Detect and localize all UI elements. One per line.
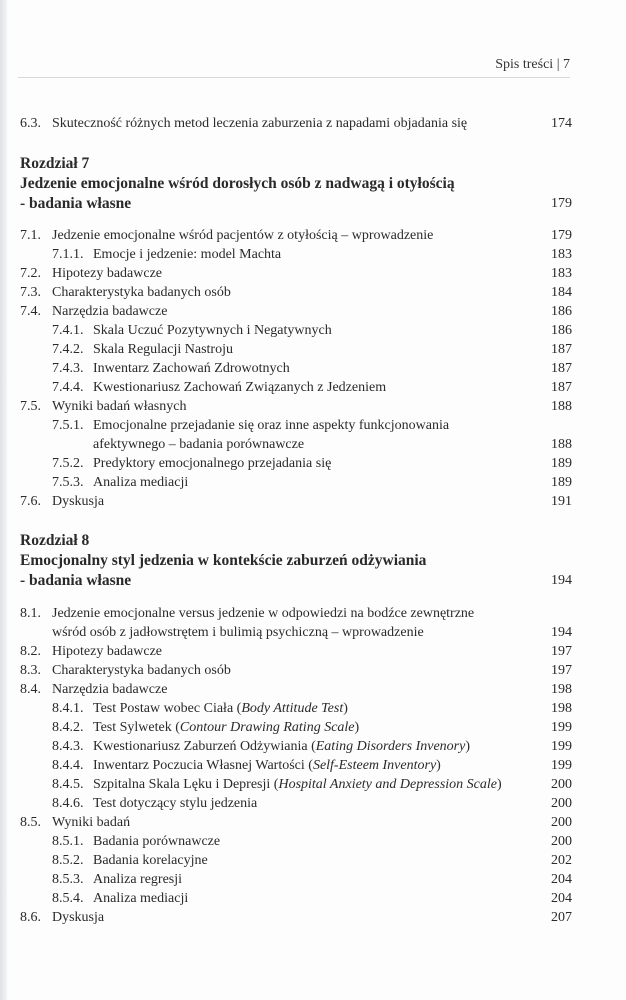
toc-entry-page: 187 [551,361,572,376]
chapter-title-cont[interactable]: - badania własne [20,572,132,589]
toc-entry-title: Wyniki badań [52,815,131,830]
chapter-title-cont[interactable]: - badania własne [20,195,132,212]
toc-entry[interactable] [0,889,626,908]
toc-entry-number: 8.4. [20,682,41,697]
toc-entry-title: Wyniki badań własnych [52,399,187,414]
toc-entry[interactable] [0,813,626,832]
toc-entry-title: Analiza mediacji [93,891,189,906]
toc-entry-number: 7.4.4. [52,380,84,395]
toc-entry[interactable] [0,245,626,264]
toc-entry[interactable] [0,340,626,359]
toc-entry-continuation[interactable] [0,623,626,642]
toc-entry-title-english: Eating Disorders Invenory [315,739,466,754]
toc-entry-page: 199 [551,739,572,754]
toc-entry-title: Dyskusja [52,910,105,925]
toc-entry-title: Dyskusja [52,494,105,509]
toc-entry-page: 200 [551,834,572,849]
toc-entry[interactable] [0,283,626,302]
toc-entry[interactable] [0,851,626,870]
toc-entry-title: Test dotyczący stylu jedzenia [93,796,258,811]
toc-entry-number: 8.1. [20,606,41,621]
toc-entry[interactable] [0,473,626,492]
toc-entry[interactable] [0,454,626,473]
chapter-label: Rozdział 8 [20,532,90,549]
toc-entry-title-cont: wśród osób z jadłowstrętem i bulimią psychiczną – wprowadzenie [52,625,424,640]
toc-entry-page: 197 [551,644,572,659]
toc-entry-title: Narzędzia badawcze [52,682,168,697]
toc-entry-title-close: ) [465,739,470,754]
toc-entry-number: 7.4.1. [52,323,84,338]
toc-entry-number: 7.5.1. [52,418,84,433]
toc-entry[interactable] [0,756,626,775]
toc-entry-title: Hipotezy badawcze [52,266,162,281]
toc-entry[interactable] [0,642,626,661]
toc-entry-number: 8.2. [20,644,41,659]
toc-entry-page: 187 [551,380,572,395]
toc-entry-number: 7.5.3. [52,475,84,490]
toc-entry-title [93,775,502,794]
toc-entry-page: 183 [551,247,572,262]
toc-entry-number: 8.4.4. [52,758,84,773]
toc-entry-title: Analiza regresji [93,872,183,887]
toc-entry[interactable] [0,492,626,511]
toc-entry[interactable] [0,302,626,321]
toc-entry-number: 7.5.2. [52,456,84,471]
toc-entry-page: 198 [551,701,572,716]
toc-entry-title: Charakterystyka badanych osób [52,285,231,300]
toc-entry-number: 8.4.3. [52,739,84,754]
running-head: Spis treści | 7 [495,57,570,72]
toc-entry-number: 6.3. [20,116,41,131]
toc-entry[interactable] [0,378,626,397]
toc-entry-page: 204 [551,872,572,887]
toc-entry-page: 199 [551,720,572,735]
toc-entry[interactable] [0,737,626,756]
toc-entry-title-close: ) [343,701,348,716]
toc-entry-number: 7.5. [20,399,41,414]
toc-entry-title-text: Szpitalna Skala Lęku i Depresji ( [93,777,279,792]
toc-entry-title: Badania porównawcze [93,834,221,849]
toc-entry-number: 7.4. [20,304,41,319]
toc-entry-number: 8.6. [20,910,41,925]
toc-entry-title: Emocje i jedzenie: model Machta [93,247,282,262]
toc-entry[interactable] [0,397,626,416]
toc-entry-number: 8.5.4. [52,891,84,906]
toc-entry-title: Jedzenie emocjonalne versus jedzenie w odpowiedzi na bodźce zewnętrzne [52,606,475,621]
toc-entry-page: 204 [551,891,572,906]
toc-entry-title-close: ) [354,720,360,735]
toc-entry-title-english: Contour Drawing Rating Scale [179,720,355,735]
toc-entry[interactable] [0,226,626,245]
toc-entry-title: Inwentarz Zachowań Zdrowotnych [93,361,290,376]
toc-entry-page: 200 [551,796,572,811]
toc-entry[interactable] [0,604,626,623]
toc-entry[interactable] [0,416,626,435]
toc-entry[interactable] [0,699,626,718]
toc-entry[interactable] [0,661,626,680]
toc-entry-number: 8.4.2. [52,720,84,735]
toc-entry[interactable] [0,718,626,737]
toc-entry-number: 7.4.2. [52,342,84,357]
toc-entry-page: 197 [551,663,572,678]
toc-entry-title-text: Test Sylwetek ( [93,720,180,735]
toc-entry-title: Badania korelacyjne [93,853,208,868]
toc-entry-title: Narzędzia badawcze [52,304,168,319]
toc-entry-number: 8.5.2. [52,853,84,868]
toc-entry-title: Predyktory emocjonalnego przejadania się [93,456,332,471]
toc-entry-title-text: Inwentarz Poczucia Własnej Wartości ( [93,758,313,773]
toc-entry-page: 188 [551,437,572,452]
toc-entry-title: Hipotezy badawcze [52,644,162,659]
toc-entry-page: 202 [551,853,572,868]
toc-entry-number: 8.4.6. [52,796,84,811]
toc-entry-number: 8.5. [20,815,41,830]
toc-entry-page: 194 [551,625,572,640]
toc-entry[interactable] [0,908,626,927]
chapter-title[interactable]: Emocjonalny styl jedzenia w kontekście zaburzeń odżywiania [20,552,427,569]
toc-entry-number: 7.4.3. [52,361,84,376]
toc-entry-number: 8.3. [20,663,41,678]
toc-entry-page: 186 [551,304,572,319]
toc-entry-title-english: Body Attitude Test [241,701,344,716]
toc-entry-title: Kwestionariusz Zachowań Związanych z Jedzeniem [93,380,387,395]
toc-entry[interactable] [0,321,626,340]
toc-entry-title-text: Kwestionariusz Zaburzeń Odżywiania ( [93,739,316,754]
toc-entry-title-close: ) [436,758,441,773]
toc-entry-title: Skala Uczuć Pozytywnych i Negatywnych [93,323,332,338]
toc-entry-page: 189 [551,475,572,490]
toc-entry-page: 174 [551,116,572,131]
toc-entry-title: Jedzenie emocjonalne wśród pacjentów z otyłością – wprowadzenie [52,228,434,243]
header-rule [18,77,570,78]
toc-entry-title [93,737,470,756]
toc-entry-page: 198 [551,682,572,697]
toc-entry-number: 7.3. [20,285,41,300]
toc-entry-number: 7.1. [20,228,41,243]
toc-entry-number: 8.5.1. [52,834,84,849]
toc-entry-page: 200 [551,777,572,792]
toc-entry-page: 183 [551,266,572,281]
toc-entry-title: Skuteczność różnych metod leczenia zaburzenia z napadami objadania się [52,116,468,131]
toc-entry-number: 8.4.1. [52,701,84,716]
toc-entry-page: 191 [551,494,572,509]
toc-entry-title: Charakterystyka badanych osób [52,663,231,678]
toc-entry-title-english: Self-Esteem Inventory [312,758,437,773]
toc-entry[interactable] [0,359,626,378]
toc-entry-title: Skala Regulacji Nastroju [93,342,233,357]
toc-entry-number: 8.5.3. [52,872,84,887]
toc-entry-number: 8.4.5. [52,777,84,792]
toc-entry-title-close: ) [496,777,502,792]
toc-entry-page: 187 [551,342,572,357]
toc-entry-title: Emocjonalne przejadanie się oraz inne aspekty funkcjonowania [93,418,450,433]
toc-entry-page: 179 [551,228,572,243]
toc-entry-continuation[interactable] [0,435,626,454]
toc-entry-number: 7.2. [20,266,41,281]
toc-entry[interactable] [0,794,626,813]
toc-entry-page: 200 [551,815,572,830]
toc-entry[interactable] [0,775,626,794]
toc-entry[interactable] [0,114,626,133]
toc-entry-title-cont: afektywnego – badania porównawcze [93,437,305,452]
toc-entry-title [93,756,441,775]
toc-entry[interactable] [0,870,626,889]
toc-entry-title [93,718,359,737]
toc-entry[interactable] [0,264,626,283]
chapter-page: 194 [551,573,572,588]
toc-entry-title [93,699,348,718]
chapter-page: 179 [551,196,572,211]
toc-entry-number: 7.1.1. [52,247,84,262]
toc-entry-page: 188 [551,399,572,414]
toc-entry-page: 186 [551,323,572,338]
toc-entry-title: Analiza mediacji [93,475,189,490]
chapter-title[interactable]: Jedzenie emocjonalne wśród dorosłych osób z nadwagą i otyłością [20,175,455,192]
toc-entry[interactable] [0,680,626,699]
toc-entry[interactable] [0,832,626,851]
toc-entry-page: 184 [551,285,572,300]
toc-entry-title-text: Test Postaw wobec Ciała ( [93,701,242,716]
chapter-label: Rozdział 7 [20,155,90,172]
toc-entry-page: 189 [551,456,572,471]
toc-entry-title-english: Hospital Anxiety and Depression Scale [278,777,497,792]
toc-entry-page: 207 [551,910,572,925]
toc-entry-page: 199 [551,758,572,773]
toc-entry-number: 7.6. [20,494,41,509]
